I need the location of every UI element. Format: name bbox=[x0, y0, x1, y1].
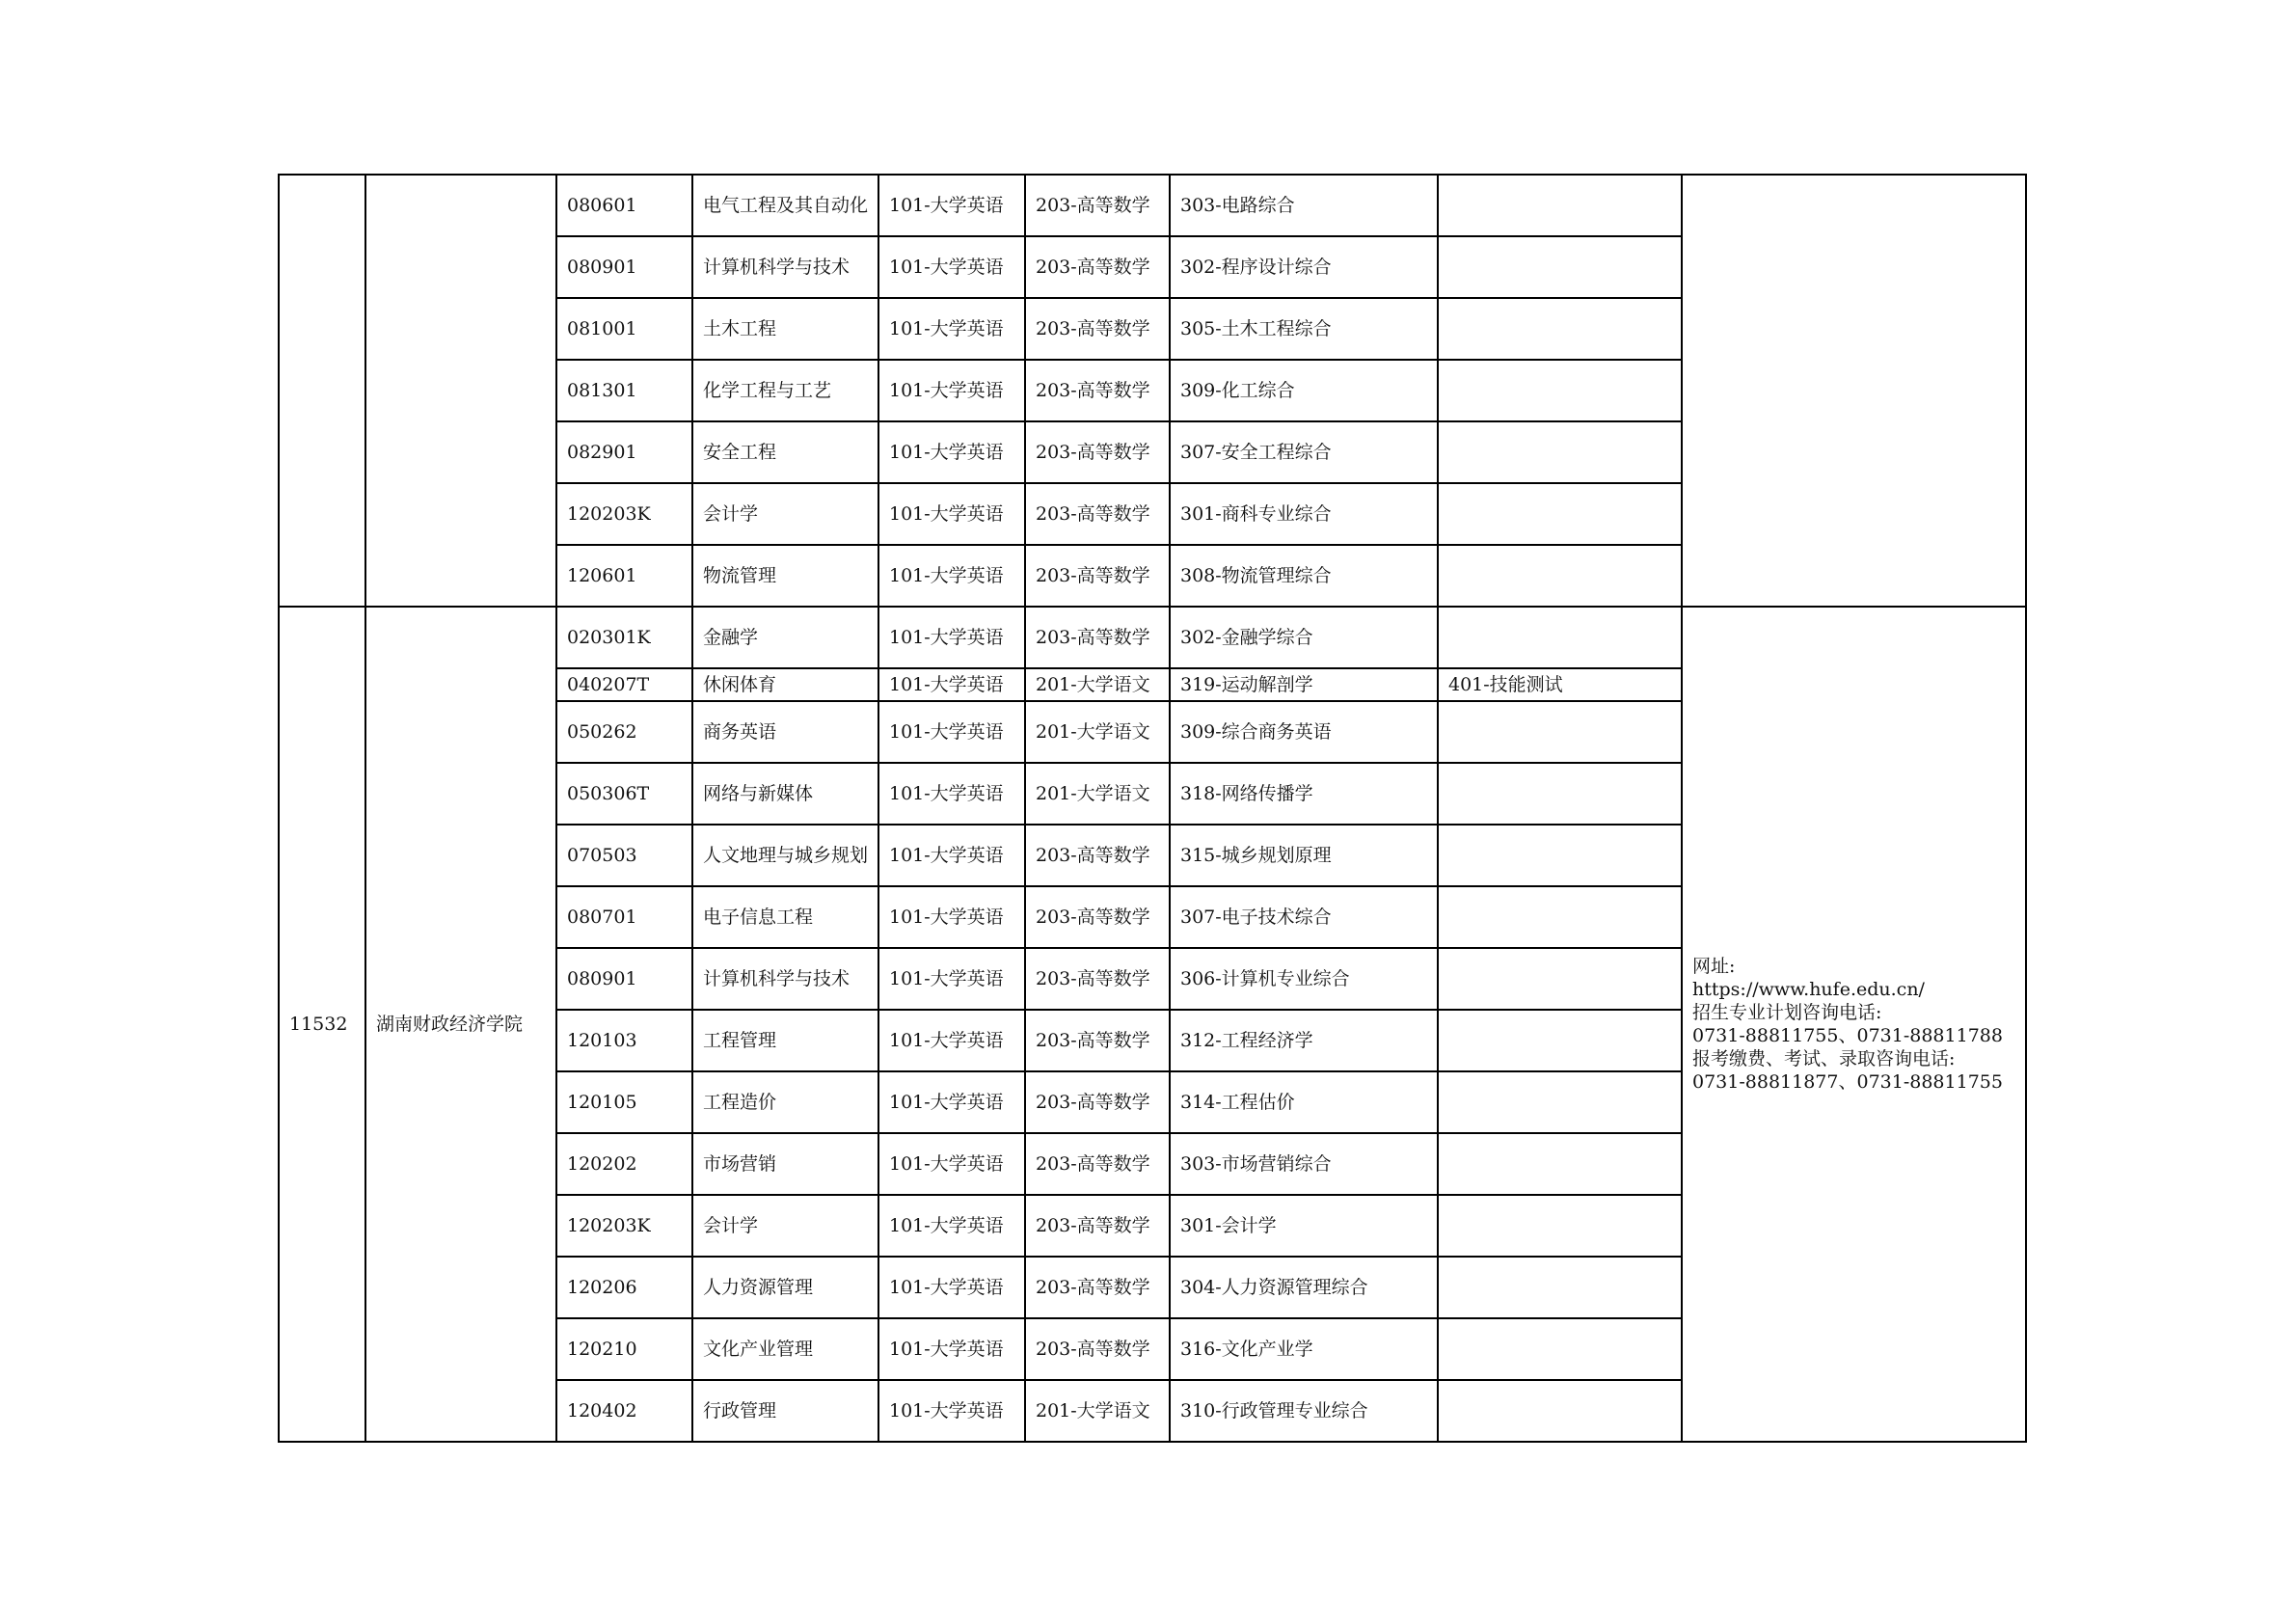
exam-subject-3-cell: 312-工程经济学 bbox=[1170, 1010, 1438, 1071]
exam-subject-2-cell: 203-高等数学 bbox=[1025, 545, 1170, 607]
exam-subject-2-cell: 203-高等数学 bbox=[1025, 607, 1170, 668]
exam-subject-3-cell: 301-商科专业综合 bbox=[1170, 483, 1438, 545]
exam-subject-2-cell: 201-大学语文 bbox=[1025, 701, 1170, 763]
major-code-cell: 120202 bbox=[556, 1133, 692, 1195]
exam-subject-4-cell bbox=[1438, 607, 1682, 668]
major-name-cell: 计算机科学与技术 bbox=[692, 948, 878, 1010]
exam-subject-1-cell: 101-大学英语 bbox=[878, 1133, 1025, 1195]
major-code-cell: 080901 bbox=[556, 948, 692, 1010]
major-code-cell: 070503 bbox=[556, 825, 692, 886]
major-name-cell: 人文地理与城乡规划 bbox=[692, 825, 878, 886]
major-code-cell: 050262 bbox=[556, 701, 692, 763]
exam-subject-2-cell: 201-大学语文 bbox=[1025, 1380, 1170, 1442]
exam-subject-3-cell: 309-综合商务英语 bbox=[1170, 701, 1438, 763]
exam-subject-1-cell: 101-大学英语 bbox=[878, 175, 1025, 236]
exam-subject-2-cell: 203-高等数学 bbox=[1025, 298, 1170, 360]
exam-subject-1-cell: 101-大学英语 bbox=[878, 483, 1025, 545]
major-code-cell: 120601 bbox=[556, 545, 692, 607]
table-row bbox=[279, 607, 2026, 668]
exam-subject-2-cell: 203-高等数学 bbox=[1025, 825, 1170, 886]
exam-subject-2-cell: 203-高等数学 bbox=[1025, 1133, 1170, 1195]
exam-subject-2-cell: 203-高等数学 bbox=[1025, 1257, 1170, 1318]
major-name-cell: 金融学 bbox=[692, 607, 878, 668]
exam-subject-2-cell: 203-高等数学 bbox=[1025, 1010, 1170, 1071]
exam-subject-3-cell: 302-金融学综合 bbox=[1170, 607, 1438, 668]
major-name-cell: 网络与新媒体 bbox=[692, 763, 878, 825]
exam-subject-1-cell: 101-大学英语 bbox=[878, 763, 1025, 825]
exam-subject-1-cell: 101-大学英语 bbox=[878, 948, 1025, 1010]
exam-subject-4-cell bbox=[1438, 298, 1682, 360]
exam-subject-2-cell: 203-高等数学 bbox=[1025, 886, 1170, 948]
major-code-cell: 080701 bbox=[556, 886, 692, 948]
major-code-cell: 020301K bbox=[556, 607, 692, 668]
exam-subject-4-cell bbox=[1438, 360, 1682, 421]
exam-subject-1-cell: 101-大学英语 bbox=[878, 607, 1025, 668]
major-name-cell: 行政管理 bbox=[692, 1380, 878, 1442]
exam-subject-2-cell: 203-高等数学 bbox=[1025, 175, 1170, 236]
major-code-cell: 050306T bbox=[556, 763, 692, 825]
exam-subject-1-cell: 101-大学英语 bbox=[878, 701, 1025, 763]
exam-subject-3-cell: 304-人力资源管理综合 bbox=[1170, 1257, 1438, 1318]
major-name-cell: 商务英语 bbox=[692, 701, 878, 763]
major-name-cell: 安全工程 bbox=[692, 421, 878, 483]
exam-subject-4-cell bbox=[1438, 1195, 1682, 1257]
major-name-cell: 市场营销 bbox=[692, 1133, 878, 1195]
exam-subject-3-cell: 316-文化产业学 bbox=[1170, 1318, 1438, 1380]
exam-subject-1-cell: 101-大学英语 bbox=[878, 298, 1025, 360]
exam-subject-3-cell: 303-市场营销综合 bbox=[1170, 1133, 1438, 1195]
exam-subject-1-cell: 101-大学英语 bbox=[878, 1010, 1025, 1071]
exam-subject-2-cell: 201-大学语文 bbox=[1025, 763, 1170, 825]
exam-subject-2-cell: 203-高等数学 bbox=[1025, 360, 1170, 421]
exam-subject-3-cell: 309-化工综合 bbox=[1170, 360, 1438, 421]
exam-subject-3-cell: 307-安全工程综合 bbox=[1170, 421, 1438, 483]
major-code-cell: 120402 bbox=[556, 1380, 692, 1442]
school-name-cell bbox=[365, 175, 556, 607]
exam-subject-1-cell: 101-大学英语 bbox=[878, 1071, 1025, 1133]
exam-subject-4-cell bbox=[1438, 1257, 1682, 1318]
exam-subject-3-cell: 308-物流管理综合 bbox=[1170, 545, 1438, 607]
exam-subject-4-cell bbox=[1438, 701, 1682, 763]
major-code-cell: 082901 bbox=[556, 421, 692, 483]
exam-subject-4-cell bbox=[1438, 1133, 1682, 1195]
exam-subject-2-cell: 203-高等数学 bbox=[1025, 483, 1170, 545]
exam-subject-1-cell: 101-大学英语 bbox=[878, 360, 1025, 421]
exam-subject-1-cell: 101-大学英语 bbox=[878, 668, 1025, 701]
exam-subject-3-cell: 303-电路综合 bbox=[1170, 175, 1438, 236]
exam-subject-3-cell: 307-电子技术综合 bbox=[1170, 886, 1438, 948]
exam-subject-2-cell: 203-高等数学 bbox=[1025, 1195, 1170, 1257]
major-code-cell: 080901 bbox=[556, 236, 692, 298]
exam-subject-3-cell: 310-行政管理专业综合 bbox=[1170, 1380, 1438, 1442]
school-name-cell: 湖南财政经济学院 bbox=[365, 607, 556, 1442]
exam-subject-1-cell: 101-大学英语 bbox=[878, 545, 1025, 607]
major-code-cell: 120203K bbox=[556, 1195, 692, 1257]
exam-subject-1-cell: 101-大学英语 bbox=[878, 1195, 1025, 1257]
major-name-cell: 休闲体育 bbox=[692, 668, 878, 701]
major-code-cell: 120203K bbox=[556, 483, 692, 545]
major-code-cell: 120103 bbox=[556, 1010, 692, 1071]
exam-subject-2-cell: 203-高等数学 bbox=[1025, 948, 1170, 1010]
contact-cell bbox=[1682, 607, 2026, 1442]
exam-subject-1-cell: 101-大学英语 bbox=[878, 886, 1025, 948]
major-code-cell: 120105 bbox=[556, 1071, 692, 1133]
exam-subject-4-cell bbox=[1438, 421, 1682, 483]
contact-plan-phone-label: 招生专业计划咨询电话: bbox=[1692, 1002, 1882, 1023]
major-code-cell: 040207T bbox=[556, 668, 692, 701]
major-name-cell: 计算机科学与技术 bbox=[692, 236, 878, 298]
major-code-cell: 081301 bbox=[556, 360, 692, 421]
exam-subject-4-cell bbox=[1438, 763, 1682, 825]
major-name-cell: 工程管理 bbox=[692, 1010, 878, 1071]
exam-subject-4-cell bbox=[1438, 1318, 1682, 1380]
exam-subject-2-cell: 203-高等数学 bbox=[1025, 1318, 1170, 1380]
contact-admission-phone-numbers: 0731-88811877、0731-88811755 bbox=[1692, 1071, 2003, 1093]
exam-subject-3-cell: 315-城乡规划原理 bbox=[1170, 825, 1438, 886]
exam-subject-4-cell: 401-技能测试 bbox=[1438, 668, 1682, 701]
exam-subject-1-cell: 101-大学英语 bbox=[878, 1380, 1025, 1442]
exam-subject-4-cell bbox=[1438, 1380, 1682, 1442]
major-code-cell: 120210 bbox=[556, 1318, 692, 1380]
exam-subject-4-cell bbox=[1438, 1010, 1682, 1071]
major-name-cell: 会计学 bbox=[692, 483, 878, 545]
contact-plan-phone-numbers: 0731-88811755、0731-88811788 bbox=[1692, 1025, 2003, 1046]
exam-subject-4-cell bbox=[1438, 825, 1682, 886]
exam-subject-4-cell bbox=[1438, 236, 1682, 298]
exam-subject-4-cell bbox=[1438, 483, 1682, 545]
school-code-cell: 11532 bbox=[279, 607, 365, 1442]
major-name-cell: 土木工程 bbox=[692, 298, 878, 360]
major-name-cell: 工程造价 bbox=[692, 1071, 878, 1133]
exam-subject-3-cell: 314-工程估价 bbox=[1170, 1071, 1438, 1133]
major-name-cell: 会计学 bbox=[692, 1195, 878, 1257]
exam-subject-1-cell: 101-大学英语 bbox=[878, 1257, 1025, 1318]
exam-subject-3-cell: 305-土木工程综合 bbox=[1170, 298, 1438, 360]
exam-subject-1-cell: 101-大学英语 bbox=[878, 421, 1025, 483]
exam-subject-3-cell: 319-运动解剖学 bbox=[1170, 668, 1438, 701]
admission-table bbox=[278, 174, 2027, 1443]
major-code-cell: 120206 bbox=[556, 1257, 692, 1318]
exam-subject-3-cell: 306-计算机专业综合 bbox=[1170, 948, 1438, 1010]
exam-subject-2-cell: 203-高等数学 bbox=[1025, 1071, 1170, 1133]
school-code-cell bbox=[279, 175, 365, 607]
exam-subject-1-cell: 101-大学英语 bbox=[878, 1318, 1025, 1380]
contact-website-url: https://www.hufe.edu.cn/ bbox=[1692, 979, 1925, 1000]
exam-subject-1-cell: 101-大学英语 bbox=[878, 236, 1025, 298]
major-name-cell: 电气工程及其自动化 bbox=[692, 175, 878, 236]
exam-subject-3-cell: 302-程序设计综合 bbox=[1170, 236, 1438, 298]
major-code-cell: 080601 bbox=[556, 175, 692, 236]
exam-subject-1-cell: 101-大学英语 bbox=[878, 825, 1025, 886]
exam-subject-2-cell: 203-高等数学 bbox=[1025, 421, 1170, 483]
exam-subject-4-cell bbox=[1438, 948, 1682, 1010]
major-name-cell: 文化产业管理 bbox=[692, 1318, 878, 1380]
exam-subject-4-cell bbox=[1438, 175, 1682, 236]
exam-subject-2-cell: 201-大学语文 bbox=[1025, 668, 1170, 701]
major-name-cell: 化学工程与工艺 bbox=[692, 360, 878, 421]
exam-subject-4-cell bbox=[1438, 1071, 1682, 1133]
major-name-cell: 人力资源管理 bbox=[692, 1257, 878, 1318]
exam-subject-4-cell bbox=[1438, 886, 1682, 948]
major-code-cell: 081001 bbox=[556, 298, 692, 360]
exam-subject-4-cell bbox=[1438, 545, 1682, 607]
contact-cell bbox=[1682, 175, 2026, 607]
major-name-cell: 电子信息工程 bbox=[692, 886, 878, 948]
contact-website-label: 网址: bbox=[1692, 956, 1736, 977]
contact-admission-phone-label: 报考缴费、考试、录取咨询电话: bbox=[1692, 1048, 1956, 1069]
exam-subject-3-cell: 318-网络传播学 bbox=[1170, 763, 1438, 825]
exam-subject-2-cell: 203-高等数学 bbox=[1025, 236, 1170, 298]
major-name-cell: 物流管理 bbox=[692, 545, 878, 607]
exam-subject-3-cell: 301-会计学 bbox=[1170, 1195, 1438, 1257]
table-row bbox=[279, 175, 2026, 236]
